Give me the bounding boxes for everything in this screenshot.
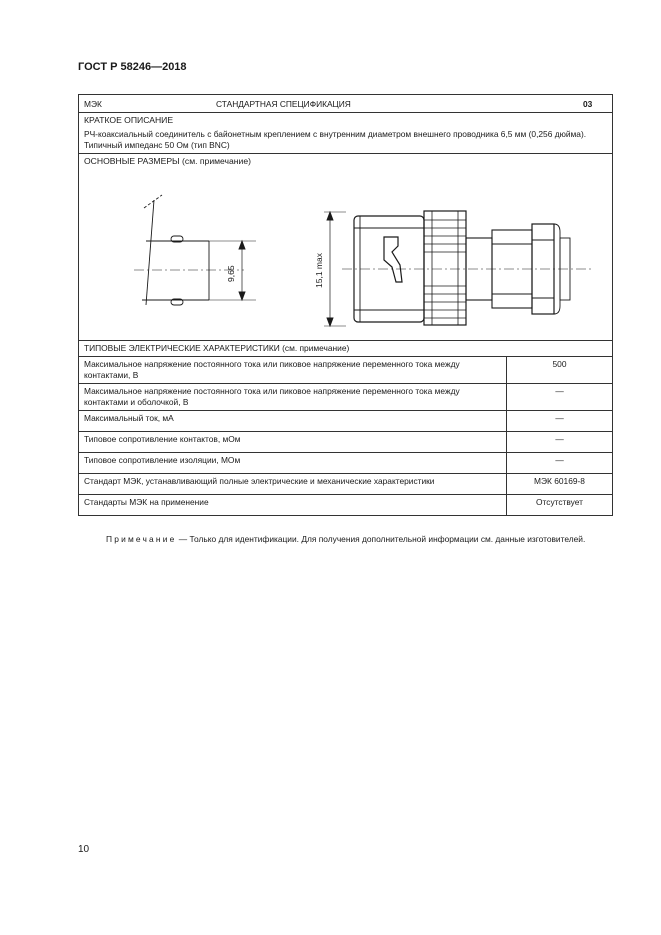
table-row (79, 452, 613, 473)
note-label: Примечание (106, 534, 177, 544)
connector-drawing (84, 170, 609, 338)
specification-table (78, 94, 613, 516)
row-label: Типовое сопротивление контактов, мОм (79, 431, 507, 452)
table-row (79, 431, 613, 452)
spec-title: СТАНДАРТНАЯ СПЕЦИФИКАЦИЯ (216, 99, 351, 109)
footnote (78, 533, 613, 545)
dimensions-row (79, 154, 613, 341)
bayonet-slot (384, 237, 402, 282)
row-value: — (507, 410, 613, 431)
row-value: Отсутствует (507, 494, 613, 515)
electrical-heading-row (79, 341, 613, 357)
dimension-15-1-max: 15,1 max (314, 253, 324, 289)
row-label: Максимальное напряжение постоянного тока или пиковое напряжение переменного тока между контактами, В (79, 357, 507, 384)
row-label: Стандарты МЭК на применение (79, 494, 507, 515)
break-line-left (146, 200, 154, 305)
electrical-heading: ТИПОВЫЕ ЭЛЕКТРИЧЕСКИЕ ХАРАКТЕРИСТИКИ (см. примечание) (79, 341, 613, 357)
dimension-9-65: 9,65 (226, 265, 236, 283)
row-value: — (507, 452, 613, 473)
row-label: Максимальный ток, мА (79, 410, 507, 431)
description-row (79, 113, 613, 154)
row-label: Типовое сопротивление изоляции, МОм (79, 452, 507, 473)
page-number: 10 (78, 844, 90, 855)
table-row (79, 357, 613, 384)
spec-org: МЭК (84, 99, 102, 109)
row-label: Стандарт МЭК, устанавливающий полные электрические и механические характеристики (79, 473, 507, 494)
spec-title-row (79, 95, 613, 113)
row-label: Максимальное напряжение постоянного тока или пиковое напряжение переменного тока между контактами и оболочкой, В (79, 383, 507, 410)
note-text: — Только для идентификации. Для получения дополнительной информации см. данные изготовителей. (176, 534, 586, 544)
description-text: РЧ-коаксиальный соединитель с байонетным креплением с внутренним диаметром внешнего проводника 6,5 мм (0,256 дюйма). Типичный импеданс 50 Ом (тип BNC) (84, 129, 587, 151)
description-heading: КРАТКОЕ ОПИСАНИЕ (84, 115, 174, 125)
table-row (79, 410, 613, 431)
dimensions-drawing (84, 170, 607, 338)
row-value: МЭК 60169-8 (507, 473, 613, 494)
spec-number: 03 (583, 99, 593, 109)
row-value: — (507, 431, 613, 452)
table-row (79, 494, 613, 515)
document-header: ГОСТ Р 58246—2018 (78, 61, 187, 73)
table-row (79, 383, 613, 410)
row-value: — (507, 383, 613, 410)
dimensions-heading: ОСНОВНЫЕ РАЗМЕРЫ (см. примечание) (84, 156, 251, 167)
row-value: 500 (507, 357, 613, 384)
table-row (79, 473, 613, 494)
